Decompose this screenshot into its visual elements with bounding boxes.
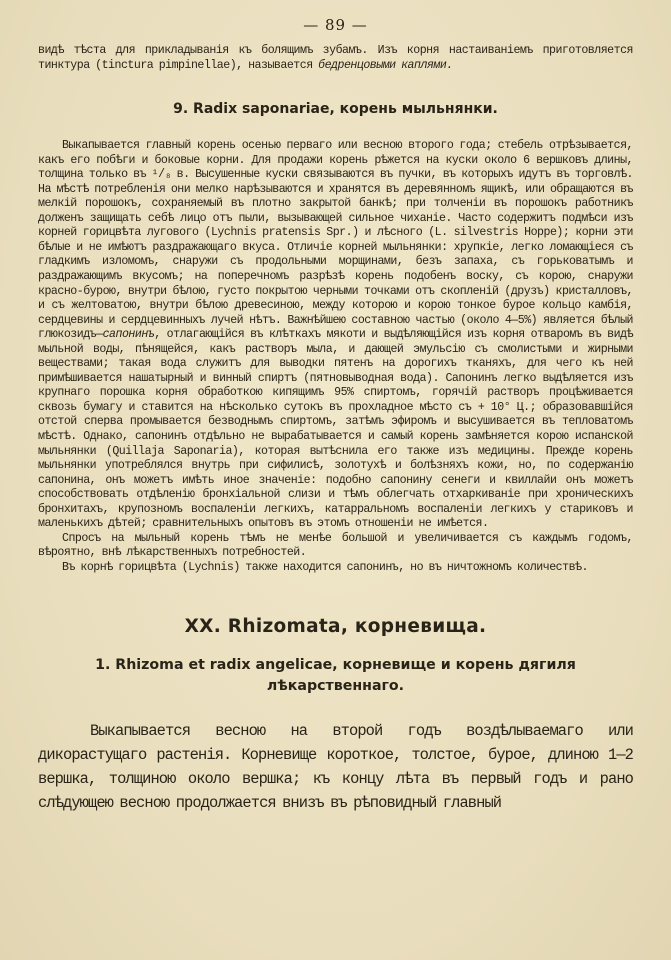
section-1-body [38, 719, 633, 815]
section-9-body [38, 139, 633, 575]
section-9-paragraph-2: Спросъ на мыльный корень тѣмъ не менѣе большой и увеличивается съ каждымъ годомъ, вѣроятно, внѣ лѣкарственныхъ потребностей. [38, 531, 633, 560]
section-1-heading-line-2: лѣкарственнаго. [266, 677, 405, 694]
section-9-paragraph-1 [38, 139, 633, 532]
intro-italic-term: бедренцовыми каплями. [318, 58, 453, 72]
section-9-heading: 9. Radix saponariae, корень мыльнянки. [173, 101, 498, 118]
chapter-heading: XX. Rhizomata, корневища. [184, 615, 487, 637]
intro-text: видѣ тѣста для прикладыванія къ болящимъ зубамъ. Изъ корня настаиваніемъ приготовляется тинктура (tinctura pimpinellae), называется [38, 44, 633, 72]
intro-block [38, 44, 633, 73]
section-9-paragraph-3: Въ корнѣ горицвѣта (Lychnis) также находится сапонинъ, но въ ничтожномъ количествѣ. [62, 560, 588, 574]
section-9-p1-text-a: Выкапывается главный корень осенью перваго или весною второго года; стебель отрѣзывается, какъ его побѣги и боковые корни. Для продажи корень рѣжется на куски около 6 вершковъ длины, толщина только въ ¹/₈ в. Высушенные куски связываются въ пучки, въ которыхъ идутъ въ торговлѣ. На мѣстѣ потребленія они мелко нарѣзываются и хранятся въ деревянномъ ящикѣ, или обращаются въ мелкій порошокъ, сохраняемый въ плотно закрытой банкѣ; при толченіи въ порошокъ работникъ долженъ защищать себѣ лицо отъ пыли, вызывающей сильное чиханіе. Часто содержитъ подмѣси изъ корней горицвѣта лугового (Lychnis pratensis Spr.) и лѣсного (L. silvestris Hoppe); корни эти бѣлые и не имѣютъ раздражающаго вкуса. Отличіе корней мыльнянки: хрупкіе, легко ломающіеся съ гладкимъ изломомъ, снаружи съ продольными морщинами, безъ запаха, съ горьковатымъ и раздражающимъ вкусомъ; на поперечномъ разрѣзѣ корень подобенъ воску, съ корою, снаружи красно-бурою, внутри бѣлою, густо покрытою черными точками отъ скопленій (друзъ) кристалловъ, и съ желтоватою, внутри бѣлою древесиною, между которою и корою тонкое бурое кольцо камбія, сердцевины и сердцевинныхъ лучей нѣтъ. Важнѣйшею составною частью (около 4—5%) является бѣлый глюкозидъ— [38, 139, 633, 342]
intro-paragraph [38, 44, 633, 73]
section-9-p1-text-b: , отлагающійся въ клѣткахъ мякоти и выдѣляющійся изъ корня отваромъ въ видѣ мыльной воды, пѣнящейся, какъ растворъ мыла, и дающей эмульсію съ смолистыми и жирными веществами; такая вода служитъ для выводки пятенъ на дорогихъ тканяхъ, для чего къ ней примѣшивается нашатырный и винный спиртъ (пятновыводная вода). Сапонинъ легко выдѣляется изъ крупнаго порошка корня обработкою кипящимъ 95% спиртомъ, горячій растворъ процѣживается сквозь бумагу и ставится на нѣсколько сутокъ въ прохладное мѣсто съ + 10° Ц.; образовавшійся отстой сперва промывается безводнымъ спиртомъ, затѣмъ эфиромъ и высушивается въ тепловатомъ мѣстѣ. Однако, сапонинъ отдѣльно не вырабатывается и самый корень замѣняется корою испанской мыльнянки (Quillaja Saponaria), которая вытѣснила его также изъ медицины. Прежде корень мыльнянки употреблялся внутрь при сифилисѣ, золотухѣ и болѣзняхъ кожи, но, по содержанію сапонина, онъ можетъ имѣть иное значеніе: подобно сапонину сенеги и квиллайи онъ можетъ способствовать отдѣленію бронхіальной слизи и тѣмъ облегчать отхаркиваніе при хроническихъ бронхитахъ, крупозномъ воспаленіи легкихъ, катарральномъ воспаленіи легкихъ у стариковъ и маленькихъ дѣтей; сравнительныхъ опытовъ въ этомъ отношеніи не имѣется. [38, 328, 633, 531]
section-1-paragraph: Выкапывается весною на второй годъ воздѣлываемаго или дикорастущаго растенія. Корневище короткое, толстое, бурое, длиною 1—2 вершка, толщиною около вершка; къ концу лѣта въ первый годъ и рано слѣдующею весною продолжается внизъ въ рѣповидный главный [38, 721, 633, 812]
section-1-heading [38, 655, 633, 697]
section-1-heading-line-1: 1. Rhizoma et radix angelicae, корневище и корень дягиля [95, 656, 576, 673]
page-number: — 89 — [303, 16, 368, 34]
saponin-term: сапонинъ [102, 328, 155, 342]
